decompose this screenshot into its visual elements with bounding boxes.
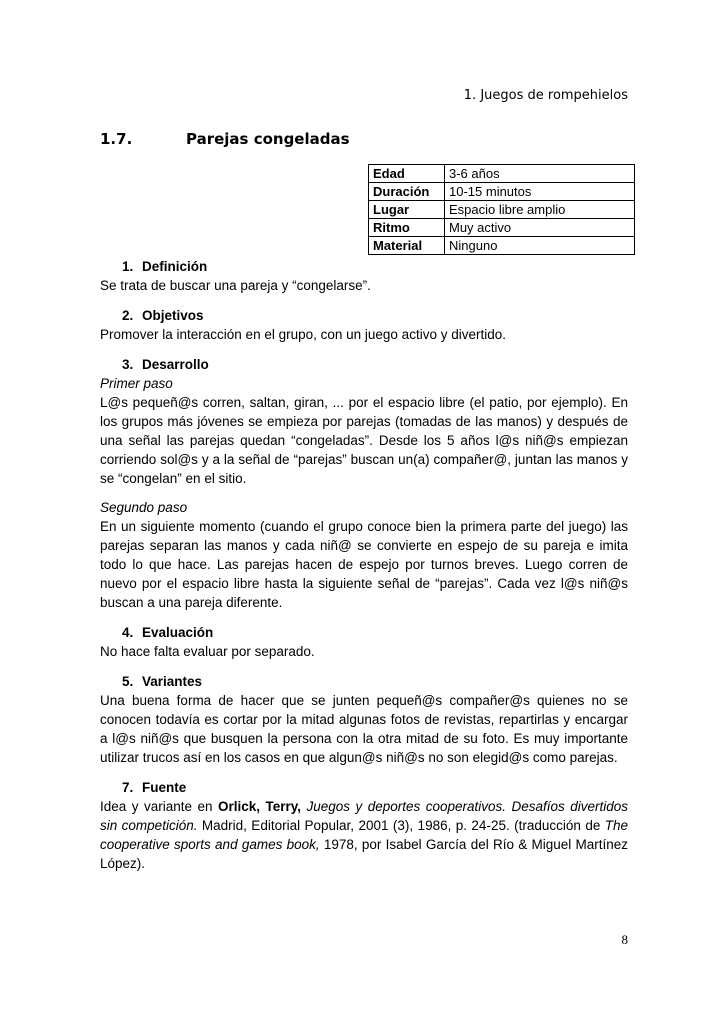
heading-fuente	[122, 778, 628, 797]
heading-variantes	[122, 672, 628, 691]
fuente-text-part: 1978, por Isabel García del Río & Miguel Martínez López).	[100, 837, 628, 871]
heading-number: 1.	[122, 259, 134, 274]
info-value: Ninguno	[445, 237, 635, 255]
evaluacion-text: No hace falta evaluar por separado.	[100, 644, 315, 659]
table-row	[369, 183, 635, 201]
fuente-text-part: Madrid, Editorial Popular, 2001 (3), 1986, p. 24-25. (traducción de	[197, 818, 605, 833]
table-row	[369, 219, 635, 237]
fuente-book-title: Juegos y deportes cooperativos. Desafíos divertidos sin competición.	[100, 799, 628, 833]
info-value: 10-15 minutos	[445, 183, 635, 201]
heading-number: 7.	[122, 780, 134, 795]
heading-label: Definición	[142, 259, 208, 274]
table-row	[369, 201, 635, 219]
info-key: Edad	[369, 165, 445, 183]
heading-definicion	[122, 257, 628, 276]
section-heading	[100, 130, 350, 148]
heading-objetivos	[122, 306, 628, 325]
heading-evaluacion	[122, 623, 628, 642]
objetivos-text: Promover la interacción en el grupo, con un juego activo y divertido.	[100, 327, 506, 342]
fuente-text	[100, 797, 628, 873]
document-body	[100, 257, 628, 873]
info-key: Duración	[369, 183, 445, 201]
info-key: Material	[369, 237, 445, 255]
heading-desarrollo	[122, 355, 628, 374]
variantes-text: Una buena forma de hacer que se junten pequeñ@s compañer@s quienes no se conocen todavía es cortar por la mitad algunas fotos de revistas, repartirlas y encargar a l@s niñ@s que busquen la persona con la otra mitad de su foto. Es muy importante utilizar trucos así en los casos en que algun@s niñ@s no son elegid@s como parejas.	[100, 693, 628, 765]
section-number: 1.7.	[100, 130, 133, 148]
primer-paso-label: Primer paso	[100, 376, 173, 391]
heading-label: Desarrollo	[142, 357, 209, 372]
table-row	[369, 165, 635, 183]
heading-label: Objetivos	[142, 308, 204, 323]
fuente-original-title: The cooperative sports and games book,	[100, 818, 629, 852]
heading-label: Fuente	[142, 780, 187, 795]
heading-label: Evaluación	[142, 625, 214, 640]
info-table	[368, 164, 635, 255]
definicion-text: Se trata de buscar una pareja y “congelarse”.	[100, 278, 371, 293]
fuente-text-part: Idea y variante en	[100, 799, 218, 814]
heading-number: 5.	[122, 674, 134, 689]
info-value: 3-6 años	[445, 165, 635, 183]
info-value: Muy activo	[445, 219, 635, 237]
segundo-paso-label: Segundo paso	[100, 500, 188, 515]
heading-number: 2.	[122, 308, 134, 323]
heading-label: Variantes	[142, 674, 203, 689]
running-header: 1. Juegos de rompehielos	[463, 88, 628, 103]
info-key: Ritmo	[369, 219, 445, 237]
primer-paso-text: L@s pequeñ@s corren, saltan, giran, ... por el espacio libre (el patio, por ejemplo). En los grupos más jóvenes se empieza por parejas (tomadas de las manos) y después de una señal las parejas quedan “congeladas”. Desde los 5 años l@s niñ@s empiezan corriendo sol@s y a la señal de “parejas” buscan un(a) compañer@, juntan las manos y se “congelan” en el sitio.	[100, 395, 628, 486]
info-key: Lugar	[369, 201, 445, 219]
section-title: Parejas congeladas	[186, 130, 350, 148]
page-number: 8	[621, 932, 628, 947]
table-row	[369, 237, 635, 255]
segundo-paso-text: En un siguiente momento (cuando el grupo conoce bien la primera parte del juego) las parejas separan las manos y cada niñ@ se convierte en espejo de su pareja e imita todo lo que hace. Las parejas hacen de espejo por turnos breves. Luego corren de nuevo por el espacio libre hasta la siguiente señal de “parejas”. Cada vez l@s niñ@s buscan a una pareja diferente.	[100, 519, 628, 610]
heading-number: 4.	[122, 625, 134, 640]
fuente-author: Orlick, Terry,	[217, 799, 301, 814]
info-value: Espacio libre amplio	[445, 201, 635, 219]
heading-number: 3.	[122, 357, 134, 372]
